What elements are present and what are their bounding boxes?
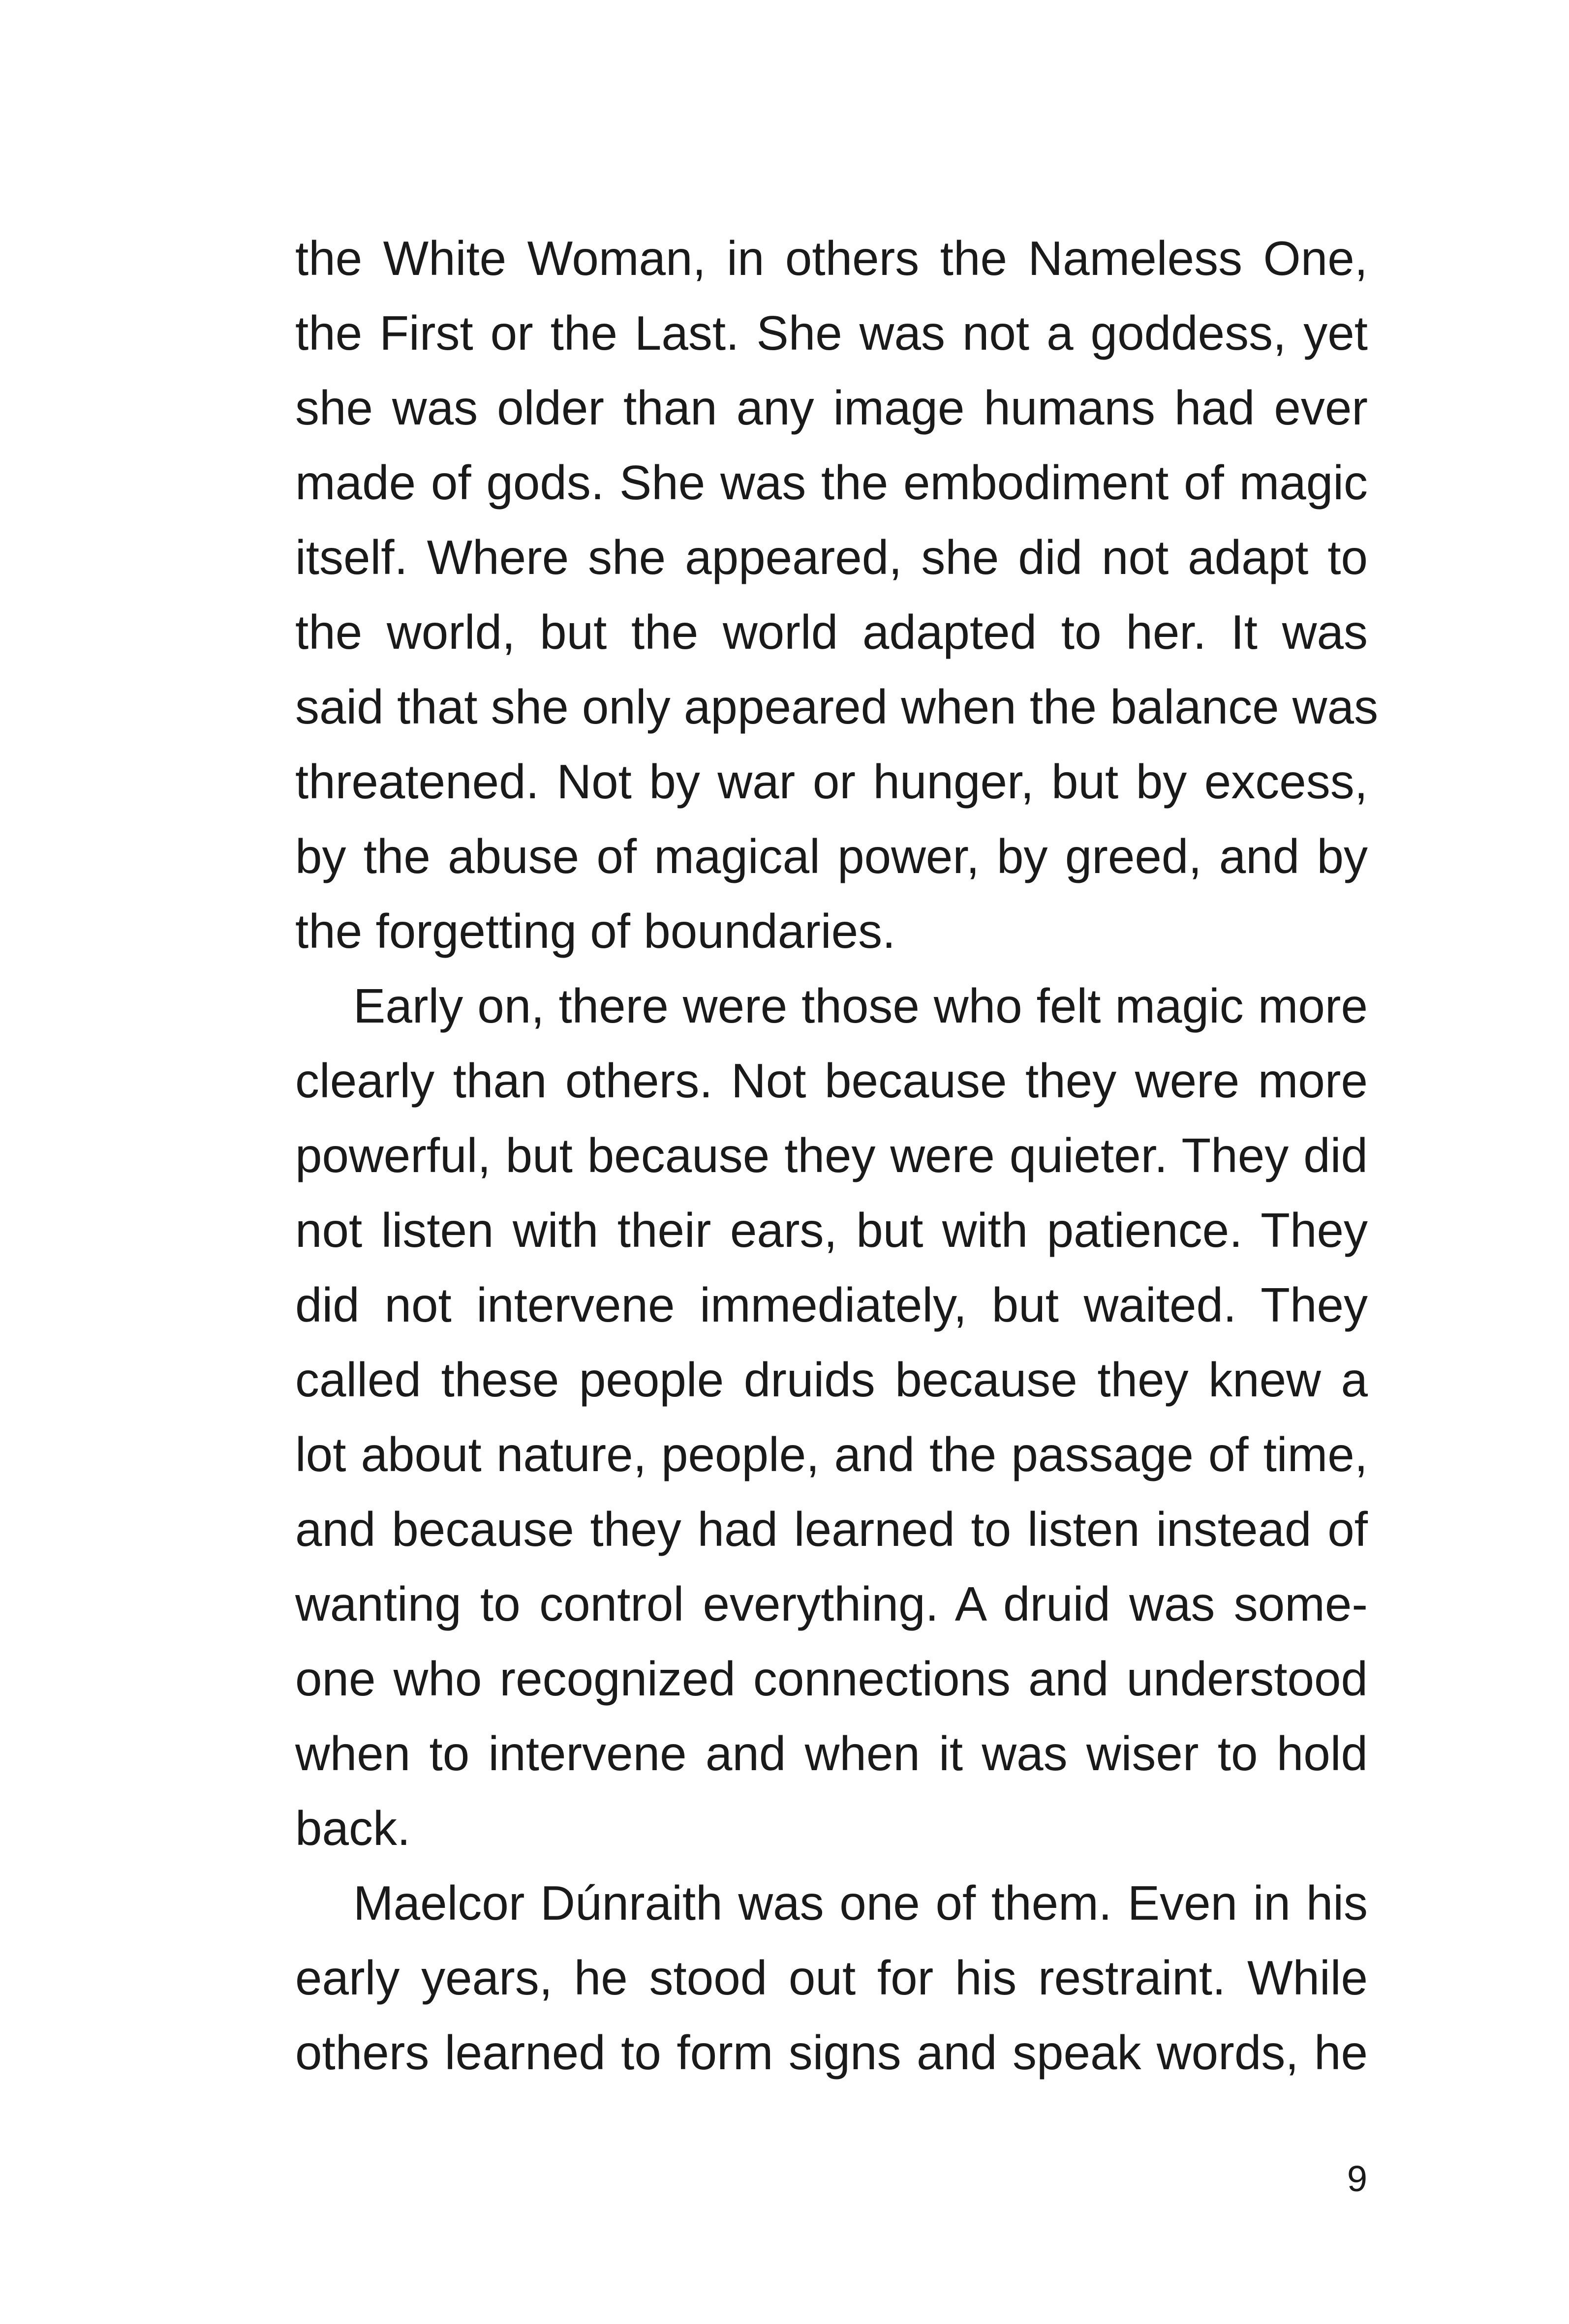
text-line: back.	[295, 1801, 411, 1855]
text-line: the world, but the world adapted to her. It was	[295, 605, 1368, 659]
text-line: said that she only appeared when the balance was	[295, 680, 1379, 734]
text-line: wanting to control everything. A druid was some-	[295, 1577, 1368, 1631]
text-line: threatened. Not by war or hunger, but by excess,	[295, 755, 1368, 809]
text-line: powerful, but because they were quieter. They did	[295, 1128, 1368, 1182]
text-line: by the abuse of magical power, by greed, and by	[295, 829, 1368, 883]
text-line: and because they had learned to listen instead of	[295, 1502, 1368, 1556]
text-line: the forgetting of boundaries.	[295, 904, 896, 958]
text-line: when to intervene and when it was wiser to hold	[295, 1726, 1368, 1781]
text-line: one who recognized connections and understood	[295, 1652, 1368, 1706]
text-line: the First or the Last. She was not a goddess, yet	[295, 306, 1368, 360]
text-line: lot about nature, people, and the passage of time,	[295, 1427, 1368, 1481]
text-line: the White Woman, in others the Nameless One,	[295, 231, 1368, 285]
text-line: itself. Where she appeared, she did not adapt to	[295, 530, 1368, 584]
body-text	[295, 221, 1379, 2090]
page-number: 9	[1347, 2158, 1367, 2199]
text-line: not listen with their ears, but with patience. They	[295, 1203, 1368, 1257]
text-line: early years, he stood out for his restraint. While	[295, 1951, 1368, 2005]
text-line: Maelcor Dúnraith was one of them. Even in his	[353, 1876, 1368, 1930]
text-line: made of gods. She was the embodiment of magic	[295, 455, 1368, 510]
text-line: clearly than others. Not because they were more	[295, 1054, 1368, 1108]
text-line: Early on, there were those who felt magic more	[353, 979, 1368, 1033]
text-line: called these people druids because they knew a	[295, 1353, 1368, 1407]
text-line: she was older than any image humans had ever	[295, 381, 1368, 435]
text-line: others learned to form signs and speak words, he	[295, 2025, 1368, 2080]
text-line: did not intervene immediately, but waited. They	[295, 1278, 1368, 1332]
